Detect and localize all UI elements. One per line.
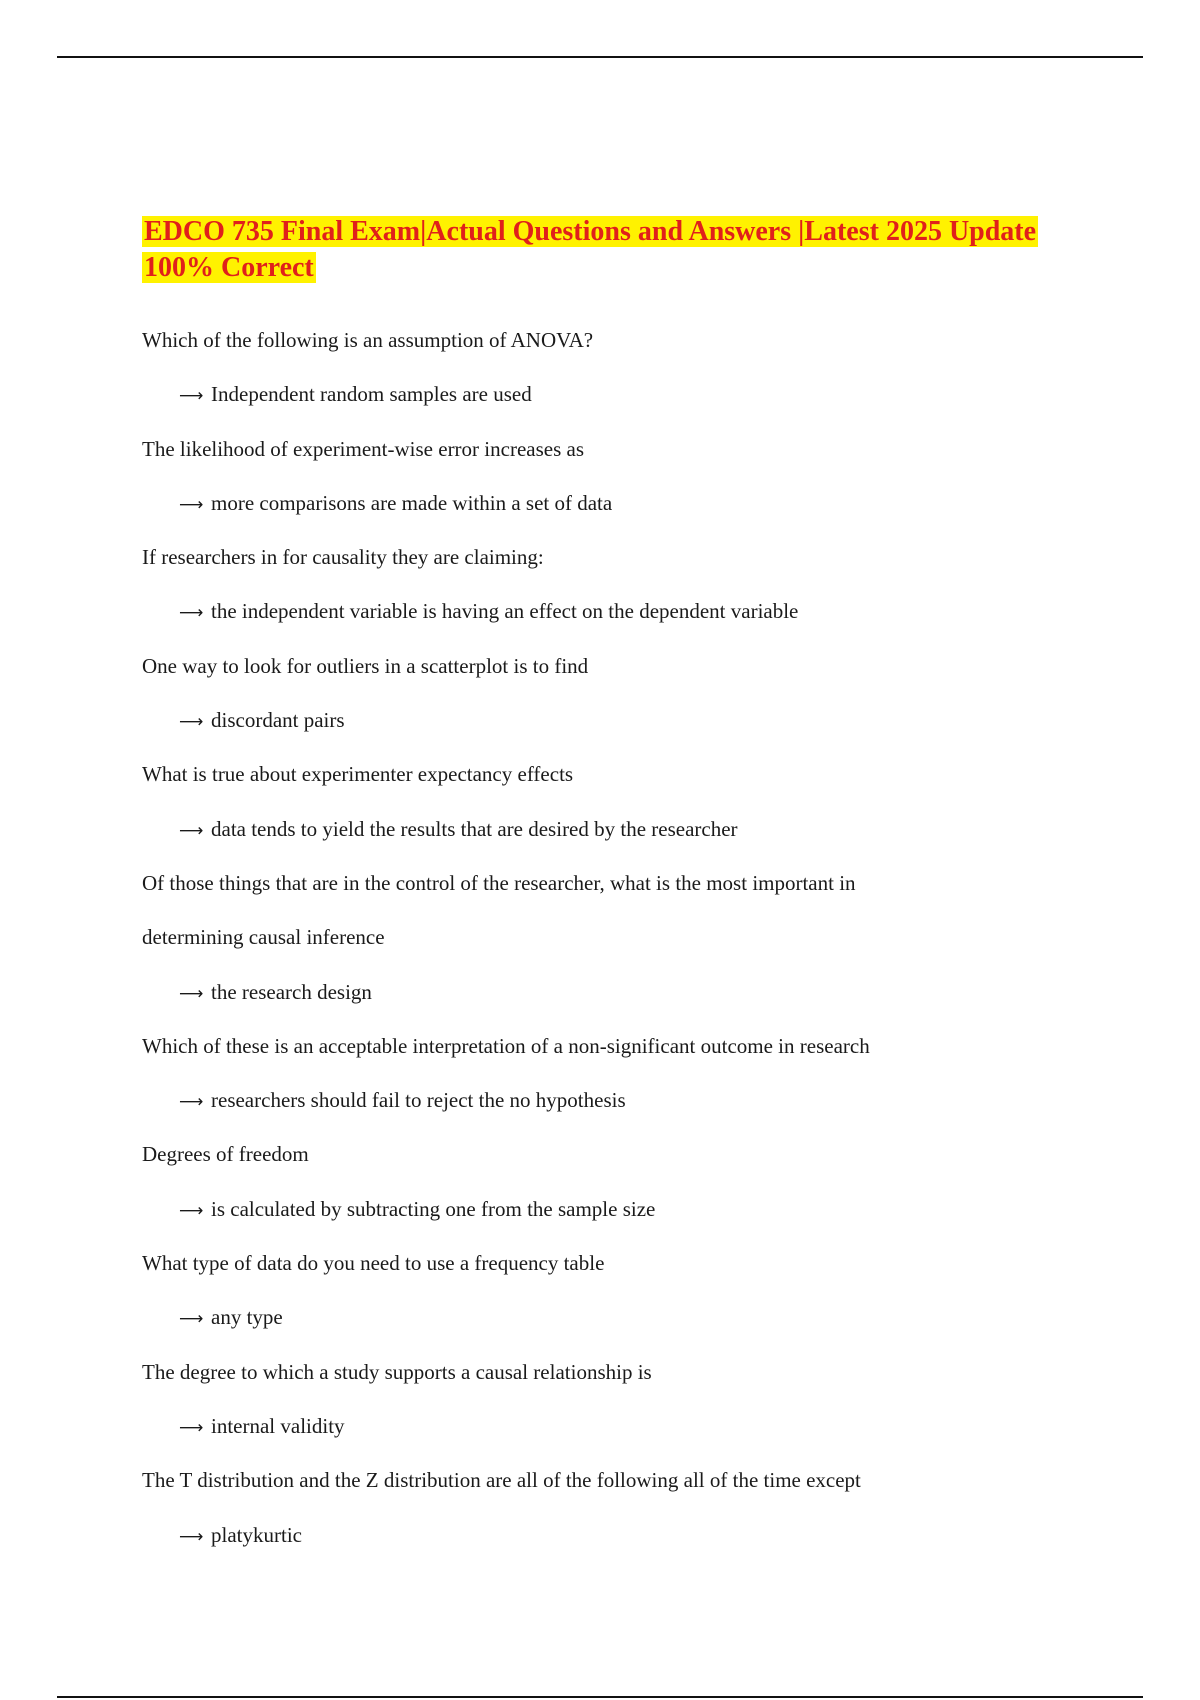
answer-line	[142, 1299, 1142, 1353]
answer-line	[142, 1191, 1142, 1245]
arrow-icon: ⟶	[179, 603, 204, 624]
answer-line	[142, 702, 1142, 756]
arrow-icon: ⟶	[179, 1092, 204, 1113]
question-text: determining causal inference	[142, 925, 385, 950]
question-text: One way to look for outliers in a scatterplot is to find	[142, 653, 589, 678]
arrow-icon: ⟶	[179, 386, 204, 407]
answer-line	[142, 1082, 1142, 1136]
answer-text: the research design	[211, 979, 372, 1004]
arrow-icon: ⟶	[179, 712, 204, 733]
answer-text: any type	[211, 1305, 283, 1330]
question-text: The degree to which a study supports a causal relationship is	[142, 1359, 652, 1384]
answer-text: is calculated by subtracting one from the sample size	[211, 1196, 656, 1221]
answer-text: discordant pairs	[211, 708, 345, 733]
answer-text: Independent random samples are used	[211, 382, 532, 407]
question-text: If researchers in for causality they are claiming:	[142, 545, 544, 570]
question-text: What type of data do you need to use a frequency table	[142, 1251, 605, 1276]
answer-line	[142, 593, 1142, 647]
question-text: Of those things that are in the control of the researcher, what is the most important in	[142, 870, 856, 895]
question-text: Which of these is an acceptable interpretation of a non-significant outcome in research	[142, 1033, 870, 1058]
qa-list	[142, 322, 1142, 1571]
answer-line	[142, 376, 1142, 430]
arrow-icon: ⟶	[179, 494, 204, 515]
answer-text: platykurtic	[211, 1522, 302, 1547]
answer-line	[142, 811, 1142, 865]
answer-text: more comparisons are made within a set of data	[211, 490, 613, 515]
answer-text: data tends to yield the results that are desired by the researcher	[211, 816, 738, 841]
question-text: The T distribution and the Z distribution are all of the following all of the time except	[142, 1468, 861, 1493]
question-text: The likelihood of experiment-wise error increases as	[142, 436, 584, 461]
document-title	[142, 214, 1082, 286]
arrow-icon: ⟶	[179, 1526, 204, 1547]
header-rule	[57, 56, 1143, 58]
arrow-icon: ⟶	[179, 983, 204, 1004]
arrow-icon: ⟶	[179, 820, 204, 841]
question-text: Degrees of freedom	[142, 1142, 309, 1167]
answer-line	[142, 974, 1142, 1028]
answer-text: researchers should fail to reject the no hypothesis	[211, 1088, 626, 1113]
question-text: Which of the following is an assumption of ANOVA?	[142, 328, 594, 352]
answer-line	[142, 1408, 1142, 1462]
answer-line	[142, 485, 1142, 539]
question-text: What is true about experimenter expectancy effects	[142, 762, 574, 787]
answer-text: internal validity	[211, 1413, 345, 1438]
arrow-icon: ⟶	[179, 1200, 204, 1221]
answer-text: the independent variable is having an effect on the dependent variable	[211, 599, 799, 624]
answer-line	[142, 1517, 1142, 1571]
arrow-icon: ⟶	[179, 1417, 204, 1438]
footer-rule	[57, 1696, 1143, 1698]
arrow-icon: ⟶	[179, 1309, 204, 1330]
title-highlight: EDCO 735 Final Exam|Actual Questions and Answers |Latest 2025 Update 100% Correct	[144, 216, 1037, 283]
